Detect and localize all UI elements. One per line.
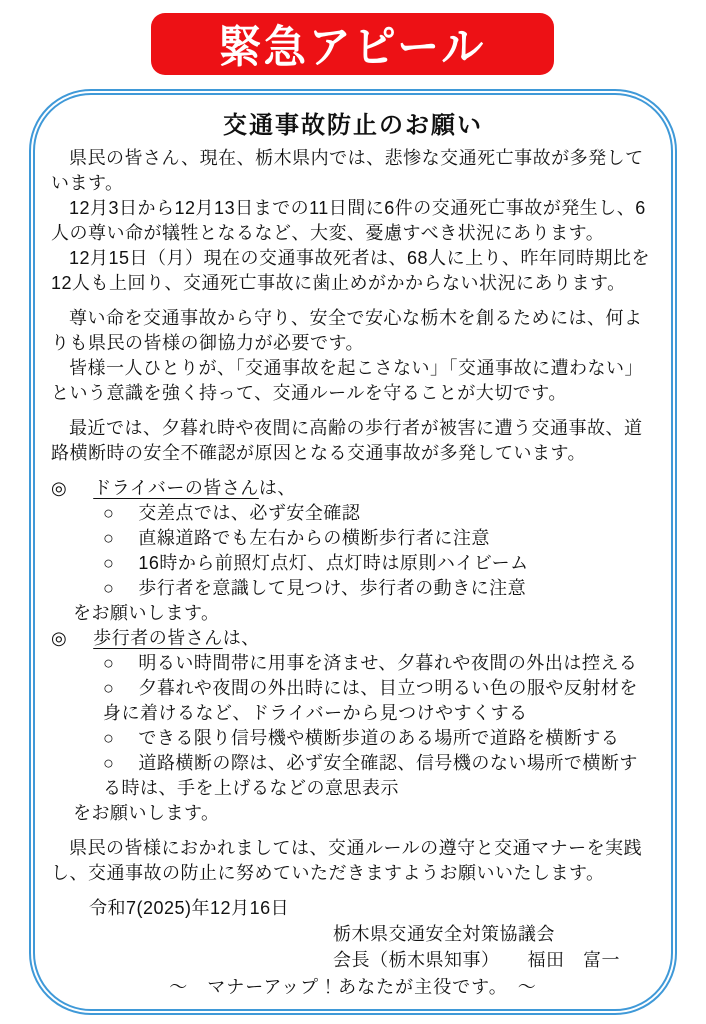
- driver-bullet-text: 直線道路でも左右からの横断歩行者に注意: [138, 528, 490, 548]
- pedestrian-bullet-list: [51, 651, 655, 801]
- signature-block: [333, 921, 655, 973]
- appeal-letter: [29, 89, 677, 1015]
- spacer: [51, 296, 655, 306]
- circle-bullet-marker: ○: [103, 753, 115, 773]
- pedestrian-bullet-text: 道路横断の際は、必ず安全確認、信号機のない場所で横断する時は、手を上げるなどの意思表示: [103, 753, 638, 798]
- pedestrian-request-line: をお願いします。: [73, 803, 220, 823]
- slogan-line: ～ マナーアップ！あなたが主役です。 ～: [169, 977, 537, 997]
- pedestrian-bullet-item: [103, 676, 655, 726]
- double-circle-marker: ◎: [51, 628, 68, 648]
- pedestrian-section-heading: [51, 626, 655, 651]
- pedestrian-heading-underlined: 歩行者の皆さん: [93, 628, 223, 648]
- circle-bullet-marker: ○: [103, 553, 115, 573]
- double-circle-marker: ◎: [51, 478, 68, 498]
- pedestrian-bullet-item: [103, 651, 655, 676]
- pedestrian-bullet-text: できる限り信号機や横断歩道のある場所で道路を横断する: [138, 728, 620, 748]
- driver-section-heading: [51, 476, 655, 501]
- appeal-paragraph-1: 尊い命を交通事故から守り、安全で安心な栃木を創るためには、何よりも県民の皆様の御協力が必要です。: [51, 308, 643, 353]
- recent-accidents-paragraph: 最近では、夕暮れ時や夜間に高齢の歩行者が被害に遭う交通事故、道路横断時の安全不確認が原因となる交通事故が多発しています。: [51, 418, 643, 463]
- pedestrian-bullet-item: [103, 751, 655, 801]
- chairman-line: 会長（栃木県知事） 福田 富一: [333, 950, 620, 970]
- driver-bullet-text: 交差点では、必ず安全確認: [138, 503, 361, 523]
- driver-bullet-item: [103, 576, 655, 601]
- driver-bullet-text: 歩行者を意識して見つけ、歩行者の動きに注意: [138, 578, 527, 598]
- circle-bullet-marker: ○: [103, 528, 115, 548]
- intro-paragraph-1: 県民の皆さん、現在、栃木県内では、悲惨な交通死亡事故が多発しています。: [51, 148, 644, 193]
- circle-bullet-marker: ○: [103, 653, 115, 673]
- circle-bullet-marker: ○: [103, 678, 115, 698]
- intro-paragraph-2: 12月3日から12月13日までの11日間に6件の交通死亡事故が発生し、6人の尊い命が犠牲となるなど、大変、憂慮すべき状況にあります。: [51, 198, 646, 243]
- spacer: [51, 406, 655, 416]
- appeal-paragraph-2: 皆様一人ひとりが、「交通事故を起こさない」「交通事故に遭わない」という意識を強く持って、交通ルールを守ることが大切です。: [51, 358, 643, 403]
- date-line: 令和7(2025)年12月16日: [89, 898, 290, 918]
- circle-bullet-marker: ○: [103, 728, 115, 748]
- circle-bullet-marker: ○: [103, 578, 115, 598]
- pedestrian-bullet-text: 明るい時間帯に用事を済ませ、夕暮れや夜間の外出は控える: [138, 653, 638, 673]
- closing-paragraph: 県民の皆様におかれましては、交通ルールの遵守と交通マナーを実践し、交通事故の防止に努めていただきますようお願いいたします。: [51, 838, 643, 883]
- driver-bullet-item: [103, 501, 655, 526]
- emergency-appeal-banner: [151, 13, 554, 75]
- spacer: [51, 886, 655, 896]
- intro-paragraph-3: 12月15日（月）現在の交通事故死者は、68人に上り、昨年同時期比を12人も上回り、交通死亡事故に歯止めがかからない状況にあります。: [51, 248, 651, 293]
- driver-bullet-item: [103, 526, 655, 551]
- driver-bullet-text: 16時から前照灯点灯、点灯時は原則ハイビーム: [138, 553, 529, 573]
- pedestrian-bullet-item: [103, 726, 655, 751]
- spacer: [51, 826, 655, 836]
- organization-name: 栃木県交通安全対策協議会: [333, 924, 555, 944]
- spacer: [51, 466, 655, 476]
- driver-heading-suffix: は、: [258, 478, 296, 498]
- letter-title: 交通事故防止のお願い: [223, 112, 483, 139]
- circle-bullet-marker: ○: [103, 503, 115, 523]
- driver-bullet-list: [51, 501, 655, 601]
- driver-heading-underlined: ドライバーの皆さん: [93, 478, 259, 498]
- driver-request-line: をお願いします。: [73, 603, 220, 623]
- pedestrian-bullet-text: 夕暮れや夜間の外出時には、目立つ明るい色の服や反射材を身に着けるなど、ドライバーから見つけやすくする: [103, 678, 638, 723]
- banner-title: 緊急アピール: [218, 24, 487, 73]
- driver-bullet-item: [103, 551, 655, 576]
- pedestrian-heading-suffix: は、: [222, 628, 260, 648]
